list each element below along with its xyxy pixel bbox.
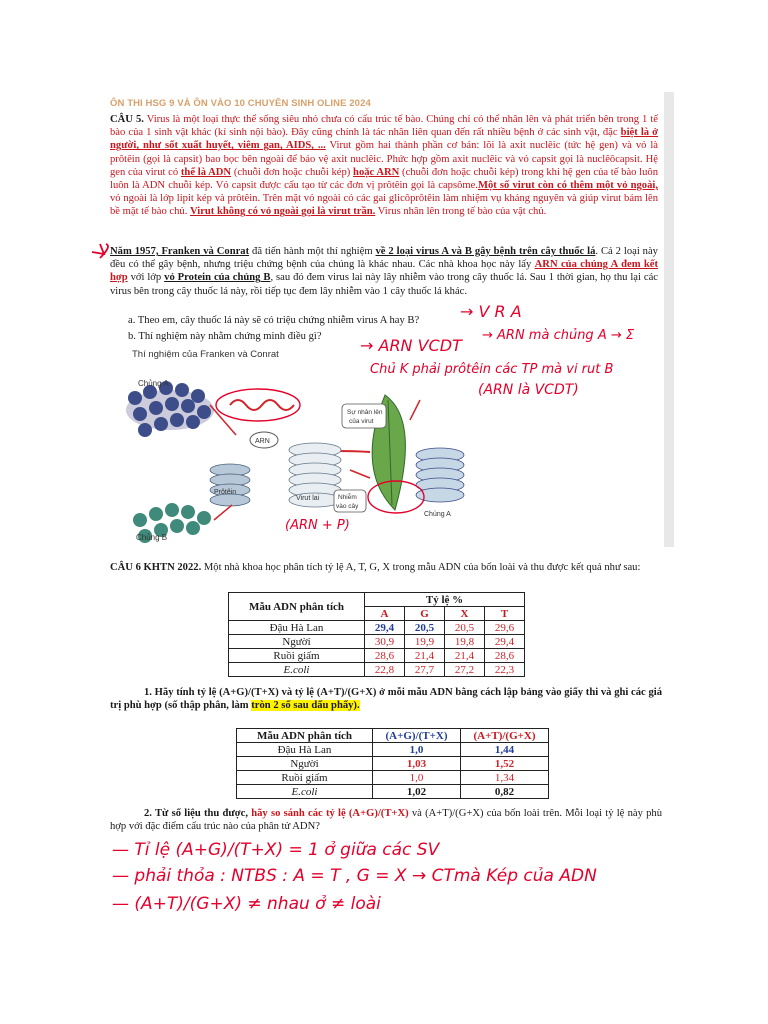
exp-text-1: đã tiến hành một thí nghiệm (249, 246, 376, 257)
t1-cell: 30,9 (365, 635, 405, 649)
t2-row-name: Đậu Hà Lan (237, 743, 373, 757)
t1-cell: 19,9 (405, 635, 445, 649)
t2-cell: 1,0 (373, 771, 461, 785)
t1-header-ratio: Tỷ lệ % (365, 593, 525, 607)
t2-row-name: Ruồi giấm (237, 771, 373, 785)
hw-answer-protein: Chủ K phải prôtêin các TP mà vi rut B (370, 362, 614, 377)
q2-red: hãy so sánh các tỷ lệ (A+G)/(T+X) (251, 808, 409, 819)
hw-answer-arn-a: → ARN mà chủng A → Σ (482, 328, 635, 343)
t1-cell: 29,4 (365, 621, 405, 635)
svg-text:Nhiễm: Nhiễm (338, 494, 357, 501)
table-row (237, 757, 549, 771)
t1-cell: 29,4 (485, 635, 525, 649)
cau5-text-2: Virut gồm hai thành phần cơ bản: lõi là axit nuclêic (tức hệ gen) và vỏ là prôtêin (gọi là capsit) bao bọc bên ngoài để bảo vệ axit nuclêic. Phức hợp gồm axit nuclêic và vỏ capsit gọi là nuclêôcapsit. Hệ gen của virut có (110, 140, 658, 178)
t2-header-sample: Mẫu ADN phân tích (237, 729, 373, 743)
svg-text:của virut: của virut (349, 418, 374, 425)
t1-cell: 27,2 (445, 663, 485, 677)
table-dna-ratios (236, 728, 549, 799)
cau5-text-6: Virus nhân lên trong tế bào của vật chủ. (375, 206, 547, 218)
table-row (229, 663, 525, 677)
svg-text:Sự nhân lên: Sự nhân lên (347, 409, 383, 416)
t2-header-at-gx: (A+T)/(G+X) (461, 729, 549, 743)
t1-row-name: Ruồi giấm (229, 649, 365, 663)
t2-cell: 1,03 (373, 757, 461, 771)
cau6-question-1 (110, 686, 662, 712)
hw-line-3: — (A+T)/(G+X) ≠ nhau ở ≠ loài (112, 894, 381, 914)
table-dna-percentages (228, 592, 525, 677)
t1-row-name: E.coli (229, 663, 365, 677)
cau5-red-5: Virut không có vỏ ngoài gọi là virut trần. (190, 206, 376, 218)
t1-col-x: X (445, 607, 485, 621)
progeny-virus-graphic (416, 448, 464, 518)
tobacco-leaf-graphic (334, 395, 405, 512)
exp-protein-b: vỏ Protein của chủng B (164, 272, 271, 284)
t1-cell: 22,3 (485, 663, 525, 677)
t2-row-name: E.coli (237, 785, 373, 799)
cau5-title: CÂU 5. (110, 114, 144, 125)
table-row (237, 785, 549, 799)
page-header: ÔN THI HSG 9 VÀ ÔN VÀO 10 CHUYÊN SINH OLINE 2024 (110, 98, 371, 109)
t2-row-name: Người (237, 757, 373, 771)
label-chung-b: Chủng B (136, 533, 168, 542)
hw-answer-arn-vcdt-2: (ARN là VCDT) (478, 382, 579, 398)
t1-header-sample: Mẫu ADN phân tích (229, 593, 365, 621)
t1-cell: 20,5 (405, 621, 445, 635)
cau5-red-2: thể là ADN (180, 166, 232, 178)
figure-title: Thí nghiệm của Franken và Conrat (132, 349, 279, 360)
cau5-text-1: Virus là một loại thực thể sống siêu nhỏ chưa có cấu trúc tế bào. Chúng chỉ có thể nhân lên và phát triển bên trong 1 tế bào của 1 sinh vật khác (kí sinh nội bào). Đây cũng chính là tác nhân liên quan đến rất nhiều bệnh ở các sinh vật, đặc (110, 114, 658, 139)
cau5-text-4: (chuỗi đơn hoặc chuỗi kép) trong khi hệ gen của tế bào luôn luôn là ADN chuỗi kép. Vỏ capsit được cấu tạo từ các đơn vị prôtêin gọi là capsôme. (110, 166, 659, 192)
cau6-intro (110, 561, 660, 574)
cau5-red-1: biệt là ở người, như sốt xuất huyết, viêm gan, AIDS, ... (110, 127, 659, 152)
t1-cell: 21,4 (405, 649, 445, 663)
virus-strain-b-graphic (133, 503, 211, 543)
svg-text:ARN: ARN (255, 438, 270, 445)
hybrid-virus-graphic (289, 443, 341, 507)
cau5-text-5: vỏ ngoài là lớp lipit kép và prôtêin. Trên mặt vỏ ngoài có các gai glicôprôtêin làm nhiệm vụ kháng nguyên và giúp virut bám lên bề mặt tế bào chủ. (110, 193, 658, 218)
table-row (237, 743, 549, 757)
t2-cell: 1,52 (461, 757, 549, 771)
hw-answer-vra: → V R A (460, 302, 522, 321)
cau5-red-3: hoặc ARN (353, 166, 400, 178)
hw-line-2: — phải thỏa : NTBS : A = T , G = X → CTmà Kép của ADN (112, 866, 597, 886)
cau5-red-4: Một số virut còn có thêm một vỏ ngoài, (477, 180, 658, 192)
q1-highlight: tròn 2 số sau dấu phẩy). (251, 700, 360, 712)
t1-cell: 27,7 (405, 663, 445, 677)
cau5-text-3: (chuỗi đơn hoặc chuỗi kép) (231, 166, 354, 178)
exp-text-2: . Cả 2 loại này đều có thể gây bệnh, nhưng triệu chứng bệnh của chúng là khác nhau. Các nhà khoa học này lấy (110, 246, 658, 271)
protein-stack-graphic (210, 464, 250, 506)
exp-text-3: với lớp (127, 272, 165, 284)
table-row (237, 771, 549, 785)
svg-text:Prôtêin: Prôtêin (214, 489, 237, 496)
t1-cell: 28,6 (485, 649, 525, 663)
svg-text:Chủng A: Chủng A (424, 511, 451, 518)
table-row (229, 635, 525, 649)
cau6-question-2 (110, 807, 662, 833)
exp-subject: về 2 loại virus A và B gây bệnh trên cây thuốc lá (375, 246, 596, 257)
question-a: a. Theo em, cây thuốc lá này sẽ có triệu chứng nhiễm virus A hay B? (128, 315, 420, 326)
t2-cell: 1,02 (373, 785, 461, 799)
hw-answer-arn-vcdt: → ARN VCDT (360, 336, 462, 355)
t2-cell: 1,0 (373, 743, 461, 757)
cau6-title: CÂU 6 KHTN 2022. (110, 562, 202, 573)
t1-cell: 29,6 (485, 621, 525, 635)
label-chung-a: Chủng A (138, 379, 169, 388)
t2-cell: 1,44 (461, 743, 549, 757)
t1-cell: 21,4 (445, 649, 485, 663)
virus-strain-a-graphic (126, 379, 214, 437)
table-row (229, 621, 525, 635)
cau6-intro-text: Một nhà khoa học phân tích tỷ lệ A, T, G, X trong mẫu ADN của bốn loài và thu được kết quả như sau: (201, 562, 641, 573)
t1-cell: 19,8 (445, 635, 485, 649)
table-row (229, 649, 525, 663)
t2-cell: 0,82 (461, 785, 549, 799)
question-b: b. Thí nghiệm này nhằm chứng minh điều gì? (128, 331, 322, 342)
q2-text-1: 2. Từ số liệu thu được, (144, 808, 252, 819)
t2-header-ag-tx: (A+G)/(T+X) (373, 729, 461, 743)
svg-text:Virut lai: Virut lai (296, 495, 320, 502)
hw-figure-note: (ARN + P) (285, 518, 350, 533)
t1-cell: 20,5 (445, 621, 485, 635)
t1-cell: 28,6 (365, 649, 405, 663)
t1-col-g: G (405, 607, 445, 621)
svg-text:vào cây: vào cây (336, 503, 359, 510)
exp-arn-a: ARN của chủng A đem kết hợp (110, 259, 659, 284)
hw-line-1: — Tỉ lệ (A+G)/(T+X) = 1 ở giữa các SV (112, 840, 440, 860)
t1-cell: 22,8 (365, 663, 405, 677)
exp-authors: Năm 1957, Franken và Conrat (110, 246, 250, 257)
q1-text: 1. Hãy tính tỷ lệ (A+G)/(T+X) và tỷ lệ (A+T)/(G+X) ở mỗi mẫu ADN bằng cách lập bảng vào giấy thi và ghi các giá trị phù hợp (số thập phân, làm (110, 687, 662, 712)
t1-col-t: T (485, 607, 525, 621)
t2-cell: 1,34 (461, 771, 549, 785)
t1-row-name: Người (229, 635, 365, 649)
q2-text-2: và (A+T)/(G+X) của bốn loài trên. Mỗi loại tỷ lệ này phù hợp với đặc điểm cấu trúc nào của phân tử ADN? (110, 808, 663, 833)
t1-col-a: A (365, 607, 405, 621)
exp-text-4: , sau đó đem virus lai này lây nhiễm vào trong cây thuốc lá. Sau 1 thời gian, họ thu lại các virus bên trong cây thuốc lá này, rồi tiếp tục đem lây nhiễm vào 1 cây thuốc lá khác. (110, 272, 658, 297)
t1-row-name: Đậu Hà Lan (229, 621, 365, 635)
